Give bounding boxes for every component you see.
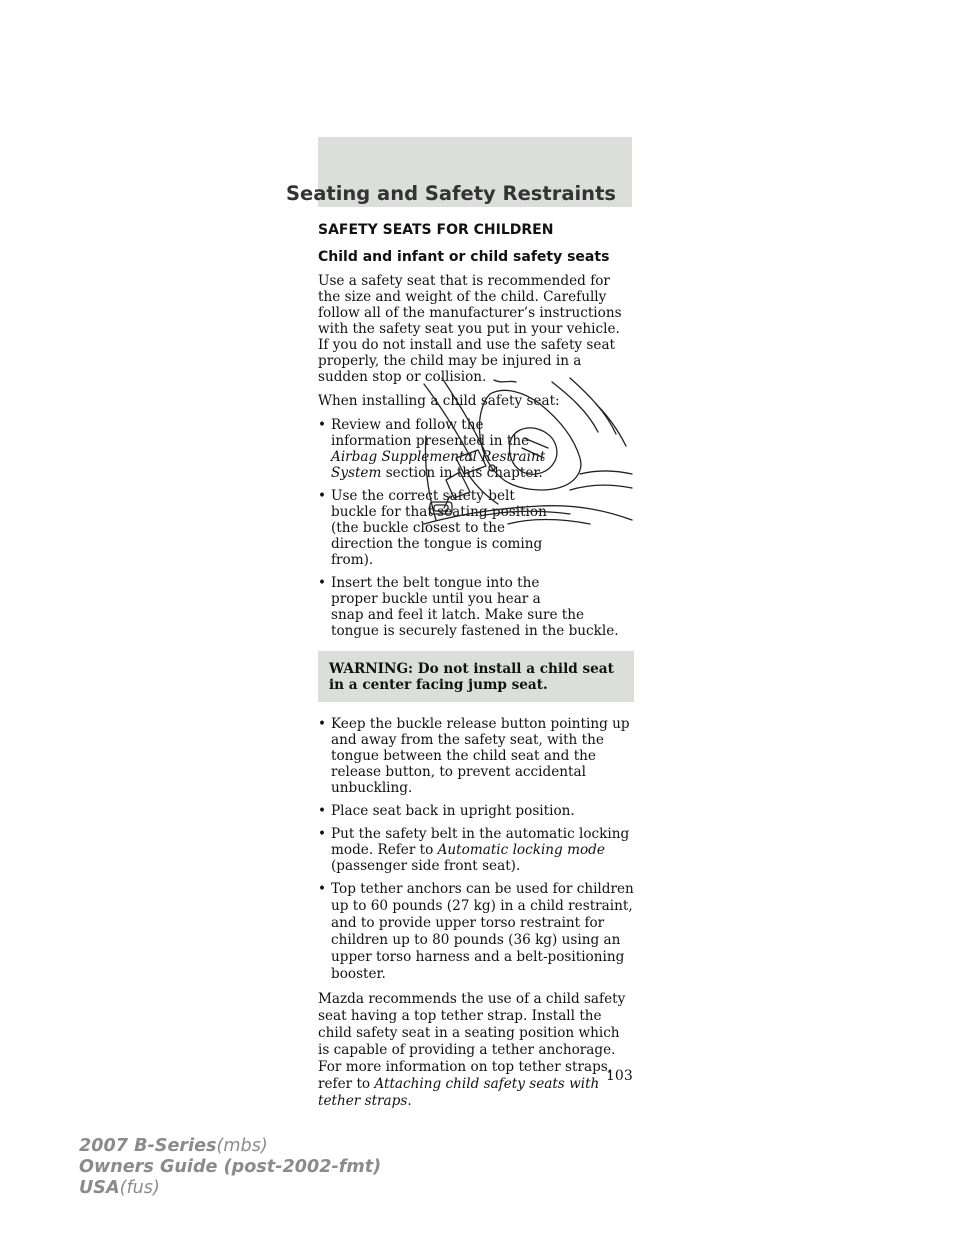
list-item: • Place seat back in upright position. — [318, 803, 575, 819]
chapter-title: Seating and Safety Restraints — [285, 182, 616, 205]
bullet-icon: • — [318, 803, 327, 819]
bullet-icon: • — [318, 488, 327, 504]
bullet-icon: • — [318, 826, 327, 842]
seatbelt-buckle-illustration — [420, 374, 634, 526]
list-item: • Review and follow the information presented in the Airbag Supplemental Restraint System section in this chapter. — [318, 417, 546, 481]
header-band — [285, 137, 632, 207]
airbag-section-ref: Airbag Supplemental Restraint System — [331, 449, 546, 481]
list-item: • Keep the buckle release button pointing up and away from the safety seat, with the tongue between the child seat and the release button, to prevent accidental unbuckling. — [318, 716, 630, 796]
bullet-list-bottom — [318, 716, 634, 983]
page-content — [318, 222, 634, 1118]
footer-info — [79, 1136, 381, 1199]
bullet-icon: • — [318, 881, 327, 897]
list-item: • Top tether anchors can be used for children up to 60 pounds (27 kg) in a child restraint, and to provide upper torso restraint for children up to 80 pounds (36 kg) using an upper torso harness and a belt-positioning booster. — [318, 881, 634, 982]
closing-paragraph: Mazda recommends the use of a child safety seat having a top tether strap. Install the child safety seat in a seating position which is capable of providing a tether anchorage. For more information on top tether straps, refer to Attaching child safety seats with tether straps. — [318, 991, 626, 1109]
bullet-icon: • — [318, 575, 327, 591]
when-installing-paragraph: When installing a child safety seat: — [318, 393, 560, 409]
section-title: SAFETY SEATS FOR CHILDREN — [318, 222, 554, 238]
footer-line: Owners Guide (post-2002-fmt) — [79, 1157, 382, 1177]
footer-line: USA(fus) — [79, 1178, 160, 1198]
footer-line: 2007 B-Series(mbs) — [79, 1136, 268, 1156]
list-item: • Put the safety belt in the automatic locking mode. Refer to Automatic locking mode (passenger side front seat). — [318, 826, 630, 874]
bullet-icon: • — [318, 417, 327, 433]
warning-box: WARNING: Do not install a child seat in a center facing jump seat. — [318, 651, 634, 702]
list-item: • Use the correct safety belt buckle for that seating position (the buckle closest to the direction the tongue is coming from). — [318, 488, 547, 568]
page-number: 103 — [606, 1068, 633, 1084]
section-subtitle: Child and infant or child safety seats — [318, 249, 610, 265]
intro-paragraph: Use a safety seat that is recommended for the size and weight of the child. Carefully follow all of the manufacturer’s instructions with the safety seat you put in your vehicle. If you do not install and use the safety seat properly, the child may be injured in a sudden stop or collision. — [318, 273, 622, 385]
bullet-continuation: snap and feel it latch. Make sure the tongue is securely fastened in the buckle. — [331, 607, 619, 639]
tether-straps-ref: Attaching child safety seats with tether straps — [318, 1076, 600, 1109]
automatic-locking-ref: Automatic locking mode — [437, 842, 605, 858]
list-item: • Insert the belt tongue into the proper buckle until you hear a — [318, 575, 541, 607]
bullet-icon: • — [318, 716, 327, 732]
